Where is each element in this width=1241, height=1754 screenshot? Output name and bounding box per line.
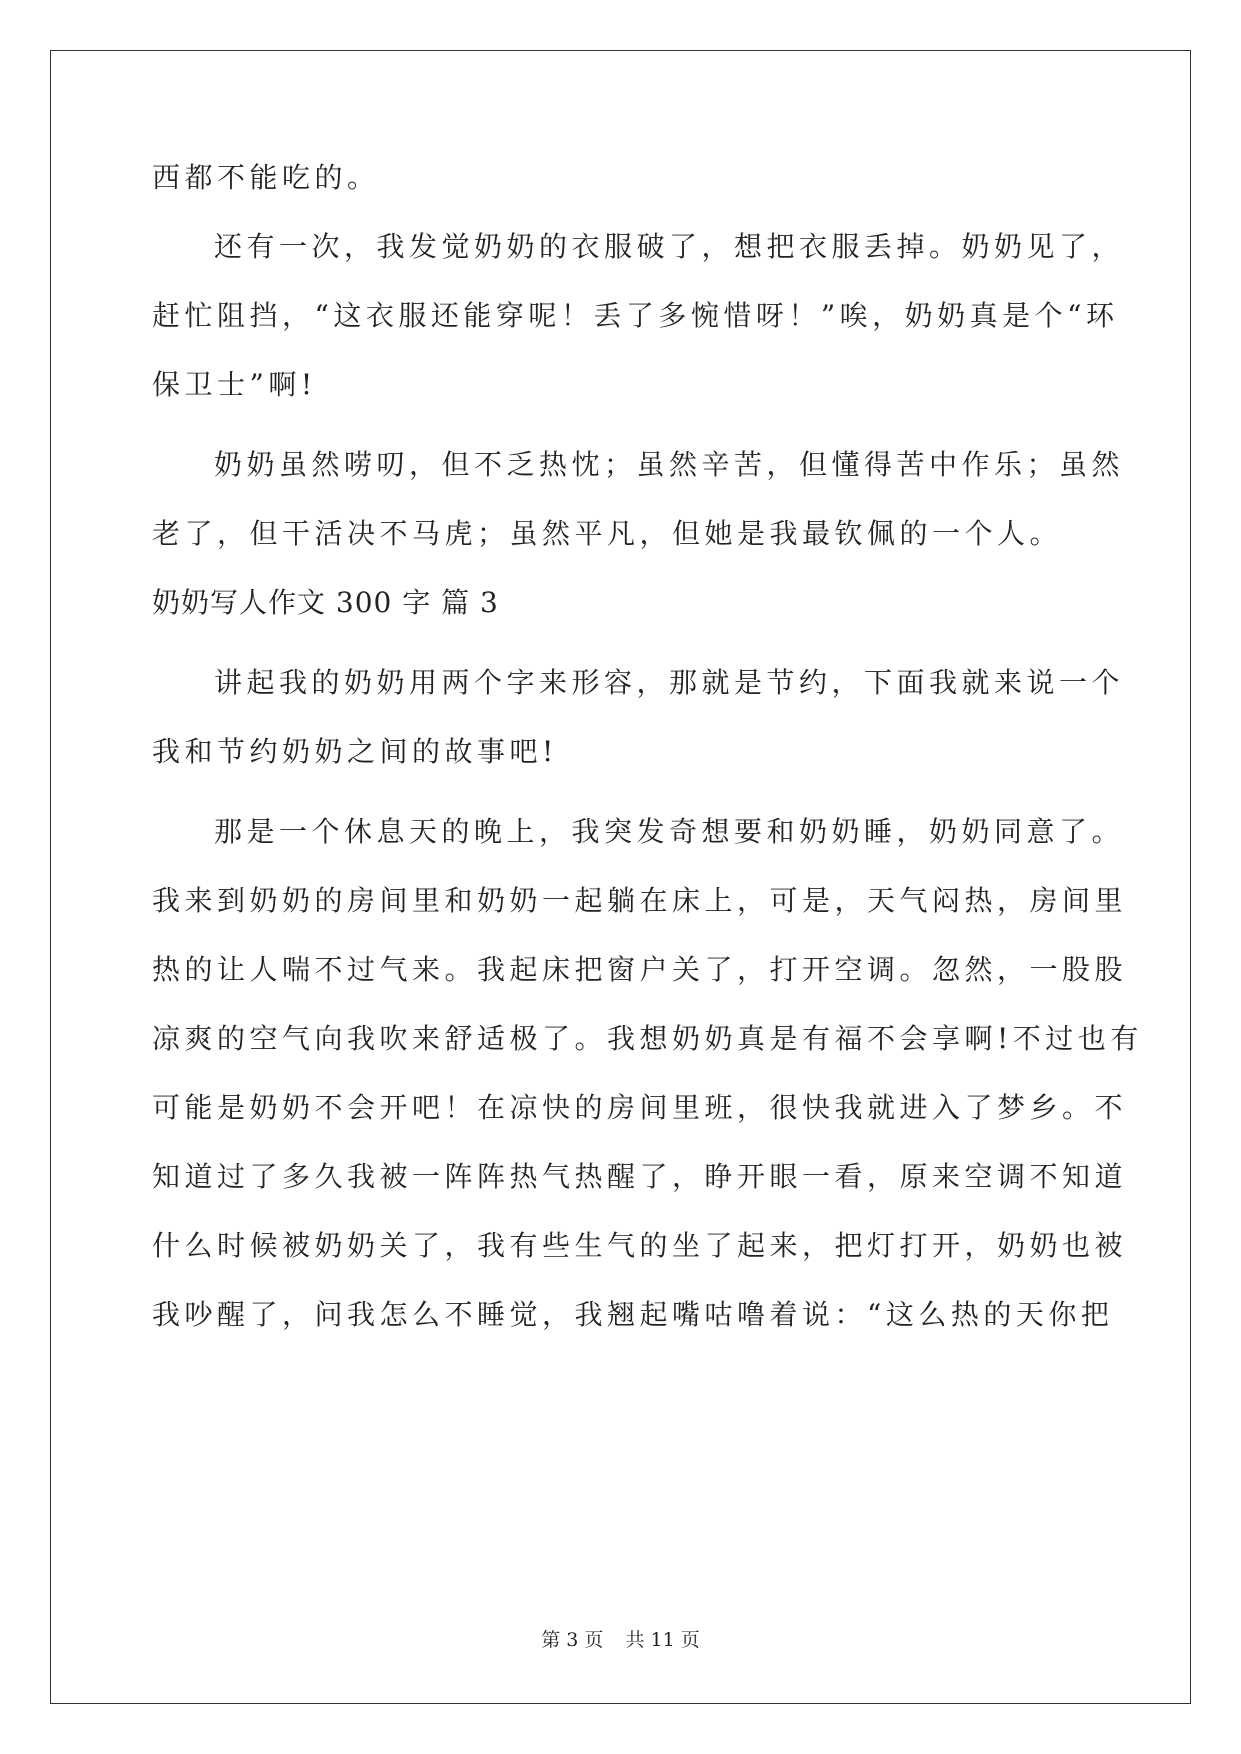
paragraph-first-line: 奶奶虽然唠叨，但不乏热忱；虽然辛苦，但懂得苦中作乐；虽然 — [214, 448, 1125, 481]
text-line: 保卫士”啊! — [152, 368, 317, 401]
text-line: 什么时候被奶奶关了，我有些生气的坐了起来，把灯打开，奶奶也被 — [152, 1229, 1128, 1262]
text-line: 我来到奶奶的房间里和奶奶一起躺在床上，可是，天气闷热，房间里 — [152, 884, 1128, 917]
text-line: 知道过了多久我被一阵阵热气热醒了，睁开眼一看，原来空调不知道 — [152, 1160, 1128, 1193]
text-line: 西都不能吃的。 — [152, 161, 380, 194]
text-line: 老了，但干活决不马虎；虽然平凡，但她是我最钦佩的一个人。 — [152, 517, 1063, 550]
section-heading: 奶奶写人作文 300 字 篇 3 — [152, 586, 499, 619]
paragraph-first-line: 讲起我的奶奶用两个字来形容，那就是节约，下面我就来说一个 — [214, 666, 1125, 699]
text-line: 凉爽的空气向我吹来舒适极了。我想奶奶真是有福不会享啊!不过也有 — [152, 1022, 1143, 1055]
paragraph-first-line: 那是一个休息天的晚上，我突发奇想要和奶奶睡，奶奶同意了。 — [214, 815, 1125, 848]
text-line: 可能是奶奶不会开吧！在凉快的房间里班，很快我就进入了梦乡。不 — [152, 1091, 1128, 1124]
total-pages: 共 11 页 — [625, 1629, 700, 1651]
text-line: 赶忙阻挡，“这衣服还能穿呢！丢了多惋惜呀！”唉，奶奶真是个“环 — [152, 299, 1119, 332]
paragraph-first-line: 还有一次，我发觉奶奶的衣服破了，想把衣服丢掉。奶奶见了， — [214, 230, 1125, 263]
page-footer — [0, 1625, 1241, 1652]
page-number: 第 3 页 — [541, 1629, 604, 1651]
text-line: 我吵醒了，问我怎么不睡觉，我翘起嘴咕噜着说：“这么热的天你把 — [152, 1298, 1114, 1331]
text-line: 热的让人喘不过气来。我起床把窗户关了，打开空调。忽然，一股股 — [152, 953, 1128, 986]
text-line: 我和节约奶奶之间的故事吧! — [152, 735, 558, 768]
